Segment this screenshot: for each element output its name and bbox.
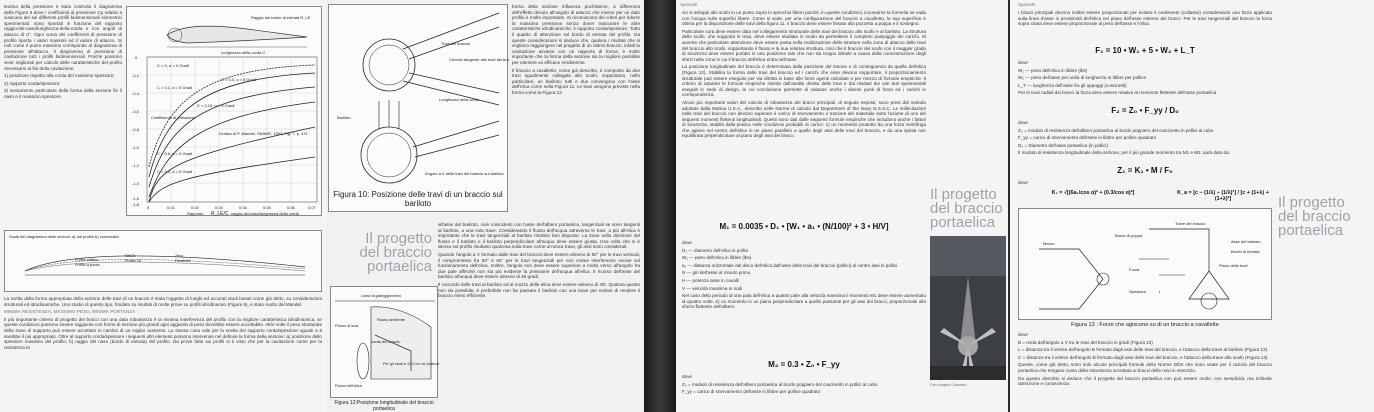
fig8-xtick: 0.06 bbox=[287, 205, 295, 210]
fig8-label-c3: C = 0,4, α = 8 Gradi bbox=[221, 77, 257, 82]
fig9-legend-item: Profilo 16 bbox=[125, 259, 142, 263]
fig8-xtick: 0.07 bbox=[308, 205, 316, 210]
photo-credit: Foto Angelo Colombo bbox=[930, 383, 967, 387]
strut-photo-svg bbox=[930, 236, 1006, 380]
fig9-legend-item: Profilo ellittico bbox=[75, 258, 99, 262]
page-3 bbox=[676, 0, 1008, 412]
brand-title-line: Il progetto bbox=[930, 186, 997, 203]
figure-13-svg bbox=[1019, 209, 1273, 321]
page3-where-item: N — giri dell'asse al minuto primo bbox=[682, 270, 751, 276]
bariloto-inner-bottom bbox=[367, 133, 411, 177]
brand-title-line: portaelica bbox=[366, 258, 432, 275]
fig10-label-bariloto: Bariloto bbox=[337, 115, 351, 120]
figure-12-svg bbox=[331, 287, 439, 399]
fig12-label-flusso1: Flusso di scia bbox=[335, 324, 359, 328]
page3-formula-m1: M₁ = 0.0035 • D₁ • [W₁ • a₁ • (N/100)² + 3 • H/V] bbox=[719, 222, 889, 231]
fig10-label-trave: Travi del braccio bbox=[441, 41, 471, 46]
fig8-xtick: 0.01 bbox=[167, 205, 175, 210]
page3-paragraph: Alcuni più importanti valori del calcolo di robustezza dei bracci principali, di seguito esposti, sono presi dal metodo adottato dalla Marina U.S.A., descritto nelle Norme di calcolo dal Department of the Navy N.S.S.C. Le sollecitazioni nelle travi del braccio non devono superare il carico di snervamento o trazione del materiale sotto l'azione di uno dei seguenti momenti flettenti longitudinali. Questi sono dati dalle seguenti formule empiriche che includono anche i fattori di sicurezza, stabiliti dalla pratica nelle condizioni probabili di carico: 1) un momento prodotto da una forza centrifuga che agisce nel centro dell'elica in un piano parallelo a quello degli assi delle travi del braccio, e da una spinta non equilibrata perpendicolare al piano degli assi dei bracci. bbox=[682, 99, 926, 139]
page3-where-item: V — velocità massima in nodi bbox=[682, 285, 743, 291]
fig12-label-linea: Linea di galleggiamento bbox=[361, 294, 402, 298]
spread-gutter bbox=[644, 0, 676, 412]
fig8-ytick: -1,0 bbox=[132, 145, 139, 150]
figure-13-caption: Figura 13 : Forze che agiscono su di un braccio a cavallette bbox=[1071, 322, 1219, 328]
fig8-ytick: 0 bbox=[135, 55, 138, 60]
fig8-label-c6: C = 0,6, α = 0 Gradi bbox=[157, 151, 193, 156]
fig13-label-piano: Piano delle travi bbox=[1219, 263, 1248, 268]
page3-where1 bbox=[682, 240, 926, 360]
fig8-xtick: 0 bbox=[147, 205, 150, 210]
fig8-label-c1: C = 0,1, α = 5 Gradi bbox=[157, 85, 193, 90]
fig13-label-bordo-entrata: Bordo di entrata bbox=[1231, 249, 1260, 254]
page2-paragraph-right-2: Il braccio a cavalletto, come già descritto, è composto da due travi egualmente collegate allo scafo, sopportano, nello particolare, un bariloto; tutti e due convergono con l'asse dell'elica come nella Figura 11. Le travi vengono previste nella forma come la Figura 12. bbox=[512, 67, 640, 95]
page3-where2 bbox=[682, 374, 926, 410]
fig13-label-spessore: Spessore bbox=[1129, 289, 1146, 294]
brand-title-line: del braccio bbox=[930, 200, 1003, 217]
strut-vertical bbox=[379, 100, 399, 129]
fig8-label-coeff: Coefficiente di pressione bbox=[151, 115, 195, 120]
fig9-legend-item: NACA bbox=[125, 254, 136, 258]
figure-8-svg bbox=[127, 7, 323, 217]
page4-where-item: F_yy = carico di snervamento dell'asse in libbre per pollice quadrato bbox=[1018, 135, 1157, 141]
fig8-xtick: 0.05 bbox=[263, 205, 271, 210]
fig8-xlabel-c: raggio-del-naso/lunghezza della corda bbox=[231, 211, 299, 216]
page3-where-title: dove bbox=[682, 240, 692, 245]
bariloto-inner-top bbox=[369, 45, 409, 85]
figure-12-caption: Figura 12:Posizione longitudinale del braccio portaelica bbox=[334, 400, 434, 412]
force-arrows bbox=[1139, 259, 1185, 275]
page4-paragraph: dove bbox=[1018, 332, 1028, 337]
curve-c6 bbox=[149, 157, 315, 202]
strut-photo bbox=[930, 236, 1006, 380]
fig8-ytick: -1,6 bbox=[132, 196, 139, 201]
page4-where-title: dove bbox=[1018, 120, 1028, 125]
curve-c5 bbox=[149, 127, 315, 202]
page-2 bbox=[326, 0, 644, 412]
brand-title-line: del braccio bbox=[359, 244, 432, 261]
bariloto-circle-top bbox=[363, 39, 415, 91]
page4-formula-f1: F₁ = 10 • W₁ + 5 • W₂ + L_T bbox=[1095, 46, 1195, 55]
fig8-xlabel-b: R_LE/C bbox=[211, 211, 229, 217]
page3-where-item: F_yy = carico di snervamento dell'asse in libbre per pollice quadrato bbox=[682, 389, 821, 395]
fig8-xtick: 0.03 bbox=[215, 205, 223, 210]
page4-formula-z1: Z₁ = K₁ • M / F₀ bbox=[1117, 166, 1173, 175]
brand-title-line: del braccio bbox=[1278, 208, 1351, 225]
page4-paragraph: Per le travi radiali dei bracci la forza deve essere relativa al momento flettente dell'asse portaelica bbox=[1018, 90, 1217, 96]
propeller-shape bbox=[357, 343, 369, 379]
page4-paragraph: C = distanza tra il vertice dell'angolo B formato dagli assi delle travi del braccio, e l'attacco della trave allo scafo (Figura 13) bbox=[1018, 354, 1268, 360]
page1-text-top bbox=[4, 4, 122, 228]
profile-curve bbox=[25, 256, 305, 271]
page4-paragraph: B = metà dell'angolo a V tra le travi del braccio in gradi (Figura 13) bbox=[1018, 339, 1153, 345]
fig8-label-nose: Raggio del bordo di entrata R_LE bbox=[251, 15, 311, 20]
fig8-ytick: -1,2 bbox=[132, 163, 139, 168]
page3-paragraph: cio si sviluppi allo scafo in un punto sopra lo specchio libero poiché, in queste condizioni, incurvarne la formella ne vada con l'acqua sulle superfici libere. Come si vede, per una configurazione del braccio a cavalletto, la sua superficie è ottima per la disposizione delle travi della figura 11. Il braccio deve essere fissato alla pozzetta a poppa e il sostegno. bbox=[682, 10, 926, 27]
fig9-legend-item: Parabolic bbox=[175, 259, 191, 263]
figure-12-longitudinal bbox=[330, 286, 438, 398]
page3-paragraph: Particolare cura deve essere data nel collegamento strutturale delle travi del braccio allo scafo e al bariloto. La struttura dello scafo, che sopporta le travi, deve essere studiata in modo da permettere il completo passaggio dei carichi. Si avverte che particolare attenzione deve essere posta nella realizzazione delle strutture nella zona di attacco delle travi del braccio allo scafo, sopportando il flusso e la sua relativa struttura, così che il braccio del scafo con il maggior grado di sicurezza deve essere portato in una posizione tale che non sia troppo debole a causa della concentrazione degli sforzi nella zona in cui il braccio dell'elica entra nell'asse. bbox=[682, 28, 926, 62]
brand-title-line: portaelica bbox=[930, 214, 996, 231]
page4-paragraph: Da quanto descritto si deduce che il progetto del braccio portaelica non può essere molto, con semplicità, ma richiede attenzione e conoscenza. bbox=[1018, 375, 1272, 387]
page1-text-bottom bbox=[4, 296, 322, 410]
page2-paragraph-lower: all'asse del bariloto, cioè coincidenti con l'asse dell'albero portaelica, tangenziali se sono tangenti al bariloto, a una sola trave. Considerando il flusso dell'acqua attraverso le travi, a più all'elica è importante che le travi tangenziali al bariloto risultino ben disposte. La trave nella direzione del flusso e il bariloto e il bariloto perpendicolare all'acqua deve essere giusta. Una volta che si è deciso sul profilo risultano qualcosa sulla trave come un'unica trave, gli assi sono considerati. bbox=[438, 222, 640, 250]
page4-where2 bbox=[1018, 120, 1272, 172]
fig10-label-circle: Cerchio tangente alle travi del bra bbox=[449, 57, 509, 62]
strut-bottom bbox=[413, 121, 499, 157]
page4-dove: dove bbox=[1018, 180, 1028, 185]
page3-paragraph-after: Nel caso dello periodo di una pala dell'elica a quattro pale alla velocità massima il momento M1 deve essere aumentato di quattro volte. 2) un momento in un piano perpendicolare a quello passante per gli assi dei bracci, proporzionale allo sforzo flettente dell'albero. bbox=[682, 293, 926, 310]
page4-text-top: I bracci principali devono inoltre essere proporzionati per evitare il cedimento (collasso) considerando una forza applicata sulla linea d'asse in prossimità dell'elica nel piano dell'asse esterno dei bracci. Per le travi tangenziali del braccio la forza sopra citata deve essere proporzionale al peso dell'asse e l'elica. bbox=[1018, 10, 1272, 27]
fig8-ytick: -1,4 bbox=[132, 181, 139, 186]
brand-title-line: Il progetto bbox=[1278, 194, 1345, 211]
page4-where-item: W₁ — peso dell'elica in libbre (lbs) bbox=[1018, 67, 1088, 73]
figure-9-svg bbox=[5, 231, 323, 293]
fig12-label-ambiente: Flusso ambiente bbox=[377, 318, 405, 322]
page3-where-item: H — potenza asse in cavalli bbox=[682, 277, 739, 283]
page-1 bbox=[0, 0, 326, 412]
bariloto-circle bbox=[1201, 293, 1217, 309]
page4-where-item: L_T — lunghezza dell'asse fra gli appoggi (cuscinetti) bbox=[1018, 82, 1127, 88]
page4-where-item: W₂ — peso dell'asse per unità di lunghezza in libbre per pollice bbox=[1018, 75, 1147, 81]
fig13-label-trave: Trave del braccio bbox=[1175, 221, 1206, 226]
page3-formula-m2: M₂ = 0.3 • Z₀ • F_yy bbox=[768, 360, 840, 369]
page4-text-bottom bbox=[1018, 332, 1272, 410]
page4-where1 bbox=[1018, 60, 1272, 104]
fig13-label-asse: Asse del bariloto bbox=[1231, 239, 1261, 244]
page4-formula-k1: K₁ = √[(6a₁/cos α)² + (0.3/cos α)²] bbox=[1051, 190, 1135, 196]
fig8-ytick: -0,6 bbox=[132, 109, 139, 114]
page2-paragraph-lower-2: Quando l'angolo a V formato dalle travi del braccio deve essere almeno di 60° per le travi verticali, il compromesso fra 50° e 60° per le travi tangenziali per non creare interferenze nocive sul funzionamento dell'elica. Inoltre, l'angolo non deve essere superiore a molto verso all'angolo fra due pale affinché non sia più evidente la pressione dell'acqua all'elica. Il ricorso dell'asse del bariloto all'acqua deve essere almeno di 45 gradi. bbox=[438, 251, 640, 280]
page4-paragraph: Queste, come già detto, sono solo alcune principali formule della Norme DDS che sono usate per il calcolo del braccio portaelica che tengano conto della robustezza accettata ai bracci delle navi in esercizio. bbox=[1018, 362, 1272, 373]
page1-paragraph-bottom: La scelta della forma appropriata della sezione delle travi di un braccio è stata l'oggetto di lunghi ed accurati studi basati come già detto, su considerazioni strutturali ed idrodinamiche. Uno studio di questo tipo, fondato su risultati di molte prove su profili idrodinamici (Figura 9), è stato svolto dal Mandel. bbox=[4, 296, 322, 307]
fig8-xtick: 0.02 bbox=[191, 205, 199, 210]
fig8-label-c0: C = 0, α = 0 Gradi bbox=[157, 63, 189, 68]
fig13-label-bordo: Bordo di poppa bbox=[1115, 233, 1143, 238]
fig9-legend-item: Zero bbox=[175, 254, 183, 258]
figure-8-pressure-chart bbox=[126, 6, 322, 216]
page3-where-item: D₁ — diametro dell'elica in pollici bbox=[682, 247, 749, 253]
bariloto-circle-bottom bbox=[361, 127, 417, 183]
airfoil-shape bbox=[167, 26, 307, 43]
page1-list-item-3: 3) avviamento particolare della forma della sezione fin il naso e il massimo spessore. bbox=[4, 88, 122, 99]
page3-where-title: dove bbox=[682, 374, 692, 379]
fig8-label-c2: C = 0,15, α = 0 Gradi bbox=[197, 103, 235, 108]
fig8-ytick: -0,2 bbox=[132, 73, 139, 78]
brand-title-p3 bbox=[930, 188, 1006, 230]
fig12-label-flusso2: Flusso dell'elica bbox=[335, 384, 362, 388]
fig8-ytick: -0,4 bbox=[132, 91, 139, 96]
fig8-label-chord: Lunghezza della corda C bbox=[221, 50, 266, 55]
page1-list-item-1: 1) posizione rispetto alla corda del massimo spessore; bbox=[4, 73, 115, 79]
page2-paragraph-right: forma della sezione influenza pochissimo, a differenza dell'effetto dovuto all'angolo di attacco che invece per un dato profilo è molto importante. Si riconoscono dei criteri per ridurre la massima pressione senza dover trascurare le altre caratteristiche idrodinamiche: il rapporto corda/spessore. Tutto il quadro di attenzione sul bordo di entrata del profilo. Da queste considerazioni si deduce che, qualora i risultati che si vogliono raggiungere nel progetto di un ottimo braccio, infatti la cavitazione avviene con un rapporto di forma, è molto importante che la forma della sezione sia la migliore possibile per ottenere un efficace rendimento. bbox=[512, 4, 640, 65]
page4-formula-ka: K_a = [c − (1/λ) − (1/λ)³] / [c + (1+λ) + (1+λ)²] bbox=[1177, 190, 1269, 202]
fig8-ytick: -1,8 bbox=[132, 202, 139, 207]
profile-curve bbox=[25, 259, 305, 271]
page4-paragraph: L = distanza tra il vertice dell'angolo B formato dagli assi delle travi del braccio, e l'attacco della trave al bariloto (Figura 13) bbox=[1018, 347, 1268, 353]
page3-where-item: Z₀ = modulo di resistenza dell'albero portaelica al bordo poppiero del cuscinetto in pollici al cubo bbox=[682, 381, 878, 387]
fig8-label-c5: C = 0,3, α = 5 Gradi bbox=[157, 169, 193, 174]
brand-title-line: Il progetto bbox=[365, 230, 432, 247]
fig8-label-source: Grafico di P. Mandel, SNAME, 1953, Fig. 7, p. 471 bbox=[219, 131, 308, 136]
strut-left-diagram bbox=[1039, 249, 1103, 309]
figure-9-profiles bbox=[4, 230, 322, 292]
fig9-label-top: Scala del diagramma delle sezioni: a) dal profilo b) convessità bbox=[9, 234, 119, 239]
fig13-label-t: t bbox=[1159, 289, 1161, 294]
page3-header: Speciale bbox=[680, 2, 698, 7]
page1-paragraph-bottom-2: Il più importante criterio di progetto dei bracci con una data robustezza è la minima interferenza del profilo con la migliore caratteristica idrodinamica, se queste condizioni possono essere raggiunte con forme di sezione più grandi ogni aggiunta di peso dovrebbe essere accettabile. Altre volte il peso strutturale della trave di supporto può essere accettato in cambio di un miglior aumento. La stessa cosa vale per la scelta del rapporto corda/spessore uguale a 6 sarebbe il più appropriato. Oltre al rapporto corda/spessore i seguenti altri elementi possono intervenire nel definire la forma della sezione: a) posizione dello spessore massimo del profilo; b) raggio del naso (bordo di entrata) del profilo. Da prove fatte sui profili si è visto che per la cavitazione come per la resistenza la bbox=[4, 316, 322, 350]
brand-title-p2 bbox=[352, 232, 432, 274]
strut-top bbox=[403, 13, 499, 59]
brand-title-line: portaelica bbox=[1278, 222, 1344, 239]
fig12-label-uscita: uscita del braccio bbox=[371, 340, 401, 344]
page3-where-item: a₁ — distanza orizzontale dal disco dell'elica dall'asse delle travi del braccio (pollici) al centro assi in pollici bbox=[682, 262, 898, 268]
fig13-label-forza: Forza bbox=[1129, 267, 1140, 272]
figure-10-bariloto bbox=[328, 4, 508, 212]
fig8-ytick: -0,8 bbox=[132, 127, 139, 132]
fig8-xlabel-a: Rapporto bbox=[187, 211, 204, 216]
fig13-label-mezzo: Mezzo bbox=[1043, 241, 1055, 246]
page4-formula-f2: F₂ = Z₀ • F_yy / D₀ bbox=[1111, 106, 1179, 115]
fig10-label-angle: Angolo a V delle travi del braccio sul bariloto bbox=[425, 171, 504, 176]
page4-where-title: dove bbox=[1018, 60, 1028, 65]
figure-10-caption: Figura 10: Posizione delle travi di un braccio sul bariloto bbox=[333, 190, 503, 208]
page-4 bbox=[1010, 0, 1374, 412]
page3-paragraph: La posizione longitudinale del braccio è determinata dalla posizione del timone e di conseguenza da quella dell'elica (Figura 12). Stabilita la forma delle travi del braccio ed i carichi che esse devono sopportare, il proporzionamento strutturale può essere eseguito per via diretta in base alle forze agenti calcolate o per mezzo di formule empiriche. Il criterio di valutare le formule empiriche risiede dall'analisi diretta delle travi e dai risultati dei vari test sperimentali eseguiti in sede di design, la cui conclusione permette di valutare anche i diversi punti di forza ed i carichi in corrispondenza. bbox=[682, 64, 926, 98]
fig10-label-lung: Lunghezza della corda bbox=[439, 97, 480, 102]
fig12-label-angle: Per gli studi a 10,0 cm se praticabile bbox=[383, 362, 439, 366]
page3-text-top bbox=[682, 10, 926, 210]
fig9-legend-item: Profilo a punta bbox=[75, 263, 100, 267]
page2-text-right bbox=[512, 4, 640, 218]
page4-where-item: D₀ = Diametro dell'asse portaelica (in pollici) bbox=[1018, 142, 1108, 148]
page1-list-item-2: 2) rapporto corda/spessore; bbox=[4, 80, 61, 86]
page4-paragraph: Il modulo di resistenza longitudinale della sezione, per il più grande momento tra M1 e M2, sarà dato da: bbox=[1018, 150, 1230, 156]
page4-header: Speciale bbox=[1018, 2, 1036, 7]
fig8-xtick: 0.04 bbox=[239, 205, 247, 210]
figure-10-svg bbox=[329, 5, 509, 213]
profile-curve bbox=[25, 262, 305, 271]
figure-13-forces bbox=[1018, 208, 1272, 320]
page1-subheading: MINIMA RESISTENZA, MASSIMO PESO, MINIMA PORTANZA bbox=[4, 309, 136, 315]
brand-title-p4 bbox=[1278, 196, 1370, 238]
page2-paragraph-lower-3: Il raccordo delle travi al bariloto ed al mozzo delle elica deve essere almeno di 4/5. Qualora questo non sia possibile, è preferibile non far passare il bariloto con una trave per evitare di rendere il braccio meno efficiente. bbox=[438, 281, 640, 299]
page1-paragraph-top: teorica della pressione è stato costruito il diagramma della Figura 8 dove i coefficienti di pressione Cp relativi a ciascuno dei sei differenti profili bidimensionali simmetrici sperimentati, sono riportati in funzione del rapporto raggio-del-naso/lunghezza-della-corda e con angoli di attacco di 0°. Ogni curva dei coefficienti di pressione di profilo riporta i valori massimi ed il valore di attacco. Si noti come il punto massimo corrisponde al diagramma di pressione all'attacco. Il diagramma di pressione di cavitazione tutti i profili bidimensionali. Poiché possono venir migliorati per calcolo delle caratteristiche del profilo necessario ai fini della cavitazione. bbox=[4, 4, 122, 71]
page4-where-item: Z₀ = modulo di resistenza dell'albero portaelica al bordo poppiero del cuscinetto in pollici al cubo bbox=[1018, 127, 1214, 133]
strut-right-diagram bbox=[1149, 229, 1229, 299]
page3-where-item: W₁ — peso dell'elica in libbre (lbs) bbox=[682, 255, 752, 261]
page2-text-lower bbox=[438, 222, 640, 408]
